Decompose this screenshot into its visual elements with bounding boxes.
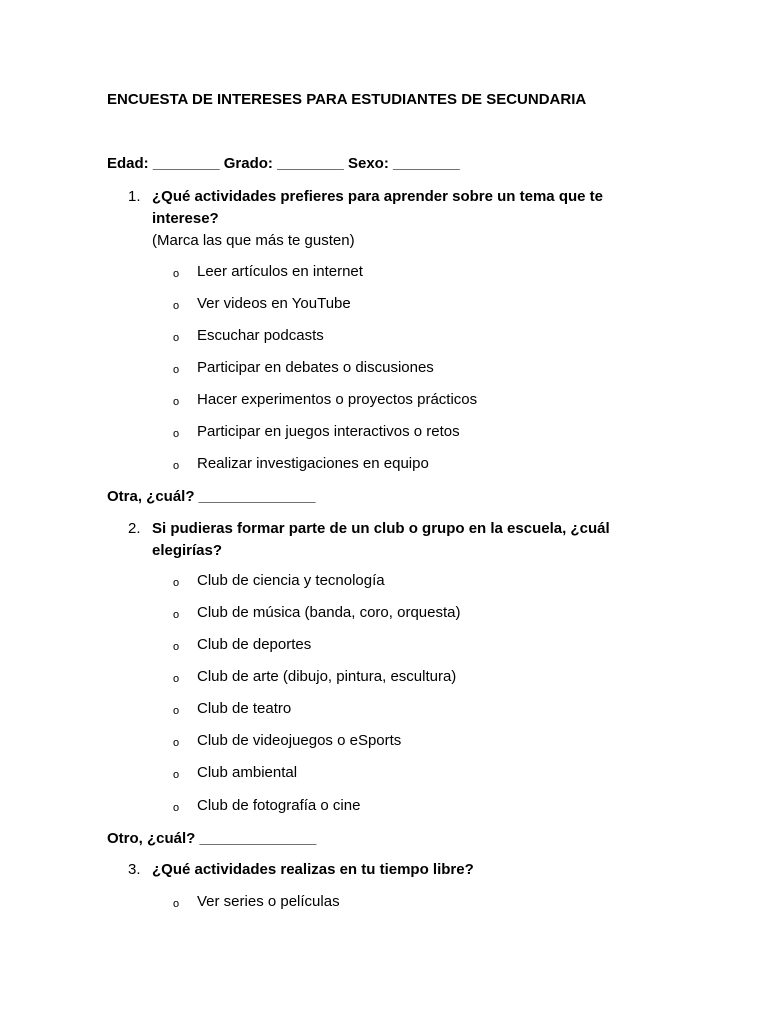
page-title: ENCUESTA DE INTERESES PARA ESTUDIANTES DE SECUNDARIA	[107, 91, 587, 108]
bullet: o	[173, 705, 180, 717]
q1-option: Participar en juegos interactivos o retos	[197, 423, 460, 440]
question-number: 1.	[128, 188, 141, 205]
q2-option: Club de videojuegos o eSports	[197, 732, 402, 749]
question-number: 3.	[128, 861, 141, 878]
q2-other-field: Otro, ¿cuál? ______________	[107, 830, 317, 847]
bullet: o	[173, 364, 180, 376]
q2-option: Club de arte (dibujo, pintura, escultura)	[197, 668, 457, 685]
q1-option: Hacer experimentos o proyectos prácticos	[197, 391, 478, 408]
bullet: o	[173, 641, 180, 653]
q1-option: Escuchar podcasts	[197, 327, 324, 344]
question-number: 2.	[128, 520, 141, 537]
bullet: o	[173, 577, 180, 589]
question-1-note: (Marca las que más te gusten)	[152, 232, 355, 249]
bullet: o	[173, 802, 180, 814]
bullet: o	[173, 300, 180, 312]
question-text: ¿Qué actividades realizas en tu tiempo libre?	[152, 861, 474, 878]
bullet: o	[173, 396, 180, 408]
q2-option: Club de ciencia y tecnología	[197, 572, 385, 589]
question-text: ¿Qué actividades prefieres para aprender sobre un tema que te interese?	[152, 188, 603, 227]
bullet: o	[173, 769, 180, 781]
bullet: o	[173, 332, 180, 344]
question-text: Si pudieras formar parte de un club o grupo en la escuela, ¿cuál elegirías?	[152, 520, 610, 559]
q2-option: Club de música (banda, coro, orquesta)	[197, 604, 461, 621]
bullet: o	[173, 268, 180, 280]
q2-option: Club de fotografía o cine	[197, 797, 361, 814]
bullet: o	[173, 609, 180, 621]
q1-option: Ver videos en YouTube	[197, 295, 351, 312]
bullet: o	[173, 898, 180, 910]
q2-option: Club de teatro	[197, 700, 292, 717]
q1-option: Realizar investigaciones en equipo	[197, 455, 429, 472]
bullet: o	[173, 737, 180, 749]
q3-option: Ver series o películas	[197, 893, 340, 910]
bullet: o	[173, 460, 180, 472]
q2-option: Club de deportes	[197, 636, 312, 653]
q1-option: Leer artículos en internet	[197, 263, 363, 280]
bullet: o	[173, 673, 180, 685]
q2-option: Club ambiental	[197, 764, 298, 781]
q1-option: Participar en debates o discusiones	[197, 359, 434, 376]
student-info-fields: Edad: ________ Grado: ________ Sexo: ________	[107, 155, 460, 172]
q1-other-field: Otra, ¿cuál? ______________	[107, 488, 316, 505]
bullet: o	[173, 428, 180, 440]
